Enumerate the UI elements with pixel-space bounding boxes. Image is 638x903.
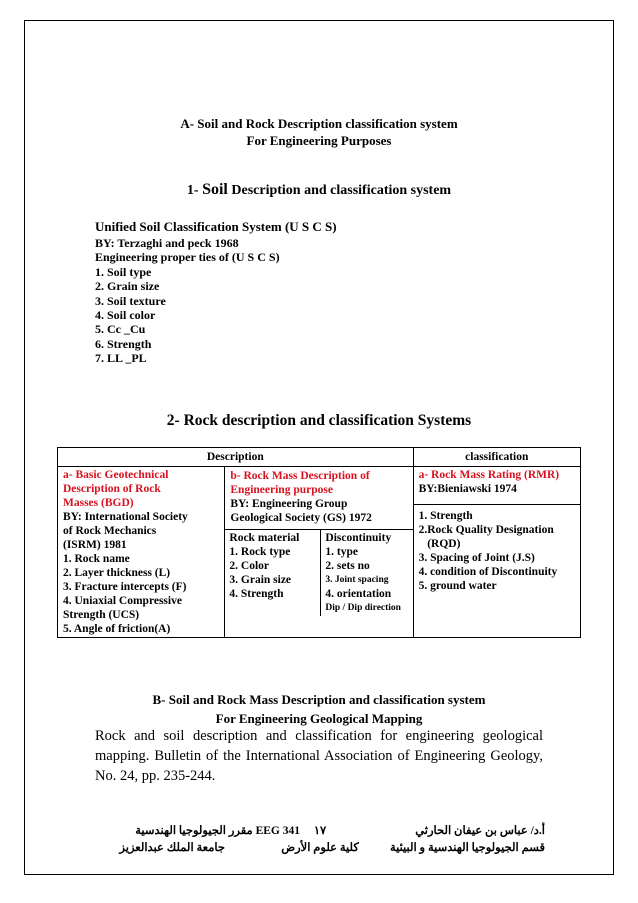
uscs-line: 2. Grain size: [95, 279, 160, 294]
gs-line: Geological Society (GS) 1972: [230, 512, 372, 524]
rmr-by: BY:Bieniawski 1974: [418, 483, 517, 495]
gs-subtable: [225, 529, 412, 616]
gs-title-line: Engineering purpose: [230, 484, 333, 496]
footer-author: أ.د/ عباس بن عيفان الحارثي: [415, 825, 545, 837]
bgd-line: of Rock Mechanics: [63, 525, 157, 537]
gs-heading: [225, 467, 412, 527]
rock-material-column: [225, 530, 321, 616]
section-a-title-line1: A- Soil and Rock Description classification system: [180, 116, 458, 131]
footer-department: قسم الجيولوجيا الهندسية و البيئية: [389, 842, 545, 854]
soil-heading-word: Soil: [202, 181, 228, 198]
rock-material-line: 1. Rock type: [229, 546, 291, 558]
bgd-line: 1. Rock name: [63, 553, 130, 565]
discontinuity-line: 1. type: [325, 546, 358, 558]
table-body-row: [58, 467, 581, 638]
uscs-block: [95, 218, 337, 366]
rock-classification-table: [57, 447, 581, 638]
discontinuity-line: 3. Joint spacing: [325, 575, 389, 585]
gs-title-line: b- Rock Mass Description of: [230, 470, 370, 482]
table-header-row: [58, 448, 581, 467]
discontinuity-line: Dip / Dip direction: [325, 603, 401, 613]
rock-heading: 2- Rock description and classification Systems: [166, 412, 472, 429]
bgd-line: BY: International Society: [63, 511, 188, 523]
bgd-line: Strength (UCS): [63, 609, 140, 621]
uscs-line: 3. Soil texture: [95, 293, 166, 308]
uscs-title: Unified Soil Classification System (U S C S): [95, 219, 337, 234]
bgd-title-line: Masses (BGD): [63, 497, 134, 509]
bgd-title-line: a- Basic Geotechnical: [63, 469, 169, 481]
uscs-line: 6. Strength: [95, 336, 152, 351]
bgd-line: 4. Uniaxial Compressive: [63, 595, 182, 607]
rmr-line: 1. Strength: [418, 510, 473, 522]
rock-material-line: 3. Grain size: [229, 574, 292, 586]
page-number: ١٧: [313, 825, 327, 837]
bgd-line: 3. Fracture intercepts (F): [63, 581, 187, 593]
uscs-line: 7. LL _PL: [95, 351, 147, 366]
rmr-title: a- Rock Mass Rating (RMR): [418, 469, 560, 481]
section-a-title-line2: For Engineering Purposes: [246, 133, 392, 148]
discontinuity-line: Discontinuity: [325, 532, 392, 544]
bgd-line: 5. Angle of friction(A): [63, 623, 171, 635]
footer-faculty: كلية علوم الأرض: [281, 842, 359, 854]
bgd-line: 2. Layer thickness (L): [63, 567, 171, 579]
footer-course-line: EEG 341 مقرر الجيولوجيا الهندسية: [135, 825, 300, 837]
footer-university-line: جامعة الملك عبدالعزيز: [119, 842, 225, 854]
reference-paragraph: Rock and soil description and classification for engineering geological mapping. Bulletin of the International Association of Engineering Geology, No. 24, pp. 235-244.: [95, 728, 543, 784]
soil-heading: [0, 181, 638, 199]
section-b-title-line2: For Engineering Geological Mapping: [215, 711, 423, 726]
discontinuity-line: 4. orientation: [325, 588, 392, 600]
rmr-line: 4. condition of Discontinuity: [418, 566, 558, 578]
section-b-title-line1: B- Soil and Rock Mass Description and classification system: [152, 692, 486, 707]
rmr-line: 2.Rock Quality Designation: [418, 524, 554, 536]
soil-heading-number: 1-: [186, 183, 199, 198]
uscs-line: 5. Cc _Cu: [95, 322, 146, 337]
header-description: Description: [58, 448, 414, 467]
rock-material-line: 4. Strength: [229, 588, 284, 600]
soil-heading-rest: Description and classification system: [231, 183, 452, 198]
section-b-title: [0, 690, 638, 728]
rmr-line: (RQD): [418, 538, 461, 550]
uscs-line: Engineering proper ties of (U S C S): [95, 250, 280, 265]
rock-material-line: 2. Color: [229, 560, 269, 572]
rock-material-line: Rock material: [229, 532, 300, 544]
gs-cell: [225, 467, 413, 638]
bgd-cell: [58, 467, 225, 638]
discontinuity-column: [321, 530, 412, 616]
rmr-cell: [413, 467, 580, 638]
rmr-line: 5. ground water: [418, 580, 497, 592]
uscs-line: BY: Terzaghi and peck 1968: [95, 236, 239, 250]
footer-course: [100, 823, 300, 837]
rmr-line: 3. Spacing of Joint (J.S): [418, 552, 535, 564]
section-a-title: [0, 115, 638, 149]
discontinuity-line: 2. sets no: [325, 560, 370, 572]
gs-line: BY: Engineering Group: [230, 498, 348, 510]
header-classification: classification: [413, 448, 580, 467]
footer-university: [100, 840, 225, 854]
bgd-line: (ISRM) 1981: [63, 539, 127, 551]
rmr-divider: [414, 504, 580, 505]
bgd-title-line: Description of Rock: [63, 483, 161, 495]
uscs-line: 1. Soil type: [95, 264, 152, 279]
uscs-line: 4. Soil color: [95, 308, 156, 323]
